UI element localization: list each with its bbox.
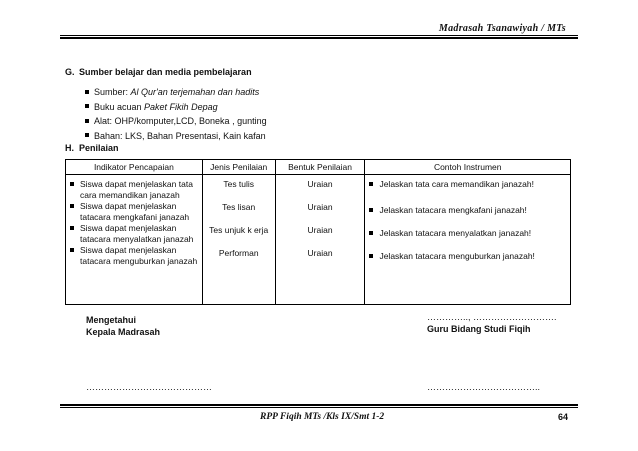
page-number: 64 (557, 412, 568, 422)
footer-rule-thin (60, 407, 578, 408)
footer-title: RPP Fiqih MTs /Kls IX/Smt 1-2 (260, 412, 385, 422)
bentuk-cell (275, 175, 365, 305)
bentuk-item: Uraian (307, 202, 333, 212)
section-g-list (85, 85, 267, 143)
bullet-square-icon (369, 208, 373, 212)
bullet-square-icon (70, 248, 74, 252)
bullet-square-icon (70, 226, 74, 230)
indikator-item: Siswa dapat menjelaskan tatacara mengkafani janazah (66, 201, 202, 222)
indikator-cell (66, 175, 203, 305)
section-h-title: Penilaian (79, 143, 119, 153)
bullet-square-icon (369, 231, 373, 235)
page-header-title: Madrasah Tsanawiyah / MTs (438, 23, 566, 34)
header-rule-thick (60, 37, 578, 39)
column-header-bentuk: Bentuk Penilaian (275, 160, 365, 175)
footer-rule-thick (60, 404, 578, 406)
indikator-item: Siswa dapat menjelaskan tatacara menguburkan janazah (66, 245, 202, 266)
jenis-item: Tes lisan (222, 202, 256, 212)
list-item: Alat: OHP/komputer,LCD, Boneka , gunting (85, 114, 267, 129)
bullet-square-icon (85, 119, 89, 123)
bullet-square-icon (369, 254, 373, 258)
signature-left-line2: Kepala Madrasah (86, 326, 161, 337)
bullet-square-icon (85, 90, 89, 94)
section-h-number: H. (65, 143, 74, 153)
signature-left-line1: Mengetahui (86, 315, 137, 325)
instrumen-item: Jelaskan tata cara memandikan janazah! (365, 179, 570, 202)
column-header-indikator: Indikator Pencapaian (66, 160, 203, 175)
column-header-instrumen: Contoh Instrumen (365, 160, 571, 175)
jenis-item: Tes tulis (223, 179, 255, 189)
instrumen-item: Jelaskan tatacara menyalatkan janazah! (365, 225, 570, 248)
section-g-number: G. (65, 67, 75, 77)
bentuk-item: Uraian (307, 179, 333, 189)
bullet-square-icon (70, 182, 74, 186)
list-item: Sumber: Al Qur'an terjemahan dan hadits (85, 85, 267, 100)
bullet-square-icon (85, 104, 89, 108)
bentuk-item: Uraian (307, 248, 333, 258)
instrumen-cell (365, 175, 571, 305)
section-h-heading (65, 143, 119, 153)
signature-right-line1: ………….., ………………………. (427, 312, 557, 322)
instrumen-item: Jelaskan tatacara menguburkan janazah! (365, 248, 570, 271)
jenis-cell (202, 175, 275, 305)
signature-left-dots: …………………………………… (86, 382, 212, 392)
bullet-square-icon (70, 204, 74, 208)
header-rule-thin (60, 35, 578, 36)
signature-left (86, 315, 160, 338)
bullet-square-icon (369, 182, 373, 186)
bullet-square-icon (85, 133, 89, 137)
signature-right (427, 312, 557, 335)
jenis-item: Performan (218, 248, 259, 258)
section-g-title: Sumber belajar dan media pembelajaran (79, 67, 252, 77)
signature-right-dots: ……………………………….. (427, 382, 541, 392)
table-row (66, 175, 571, 305)
penilaian-table (65, 159, 571, 305)
list-item: Bahan: LKS, Bahan Presentasi, Kain kafan (85, 129, 267, 144)
list-item: Buku acuan Paket Fikih Depag (85, 100, 267, 115)
signature-right-line2: Guru Bidang Studi Fiqih (427, 323, 531, 334)
table-header-row (66, 160, 571, 175)
instrumen-item: Jelaskan tatacara mengkafani janazah! (365, 202, 570, 225)
jenis-item: Tes unjuk k erja (209, 225, 269, 235)
section-g-heading (65, 67, 252, 77)
indikator-item: Siswa dapat menjelaskan tatacara menyalatkan janazah (66, 223, 202, 244)
bentuk-item: Uraian (307, 225, 333, 235)
column-header-jenis: Jenis Penilaian (202, 160, 275, 175)
indikator-item: Siswa dapat menjelaskan tata cara memandikan janazah (66, 179, 202, 200)
